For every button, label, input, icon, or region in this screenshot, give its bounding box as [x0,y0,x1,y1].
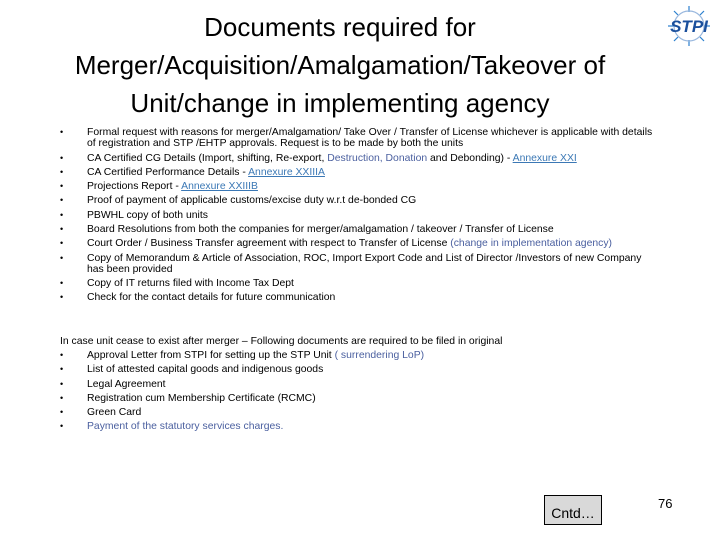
bullet: • [60,181,64,192]
annexure-link[interactable]: Annexure XXIIIA [248,166,325,178]
item-text: Approval Letter from STPI for setting up the STP Unit [87,350,335,361]
list-item [60,224,660,235]
item-text: Legal Agreement [87,378,166,390]
item-text: CA Certified CG Details (Import, shifting, Re-export, [87,152,328,164]
page-number: 76 [658,496,673,511]
bullet: • [60,152,64,163]
list-item [60,292,660,303]
bullet: • [60,407,64,418]
list-item [60,393,660,404]
item-text: (change in implementation agency) [450,238,612,250]
list-item [60,379,660,390]
item-text: Check for the contact details for future communication [87,292,336,304]
bullet: • [60,252,64,263]
annexure-link[interactable]: Annexure XXI [512,152,577,164]
item-text: Copy of Memorandum & Article of Association, ROC, Import Export Code and List of Director /Investors of new Company has been provided [87,252,642,275]
list-item [60,195,660,206]
list-item [60,407,660,418]
item-text: Copy of IT returns filed with Income Tax Dept [87,278,294,290]
bullet: • [60,166,64,177]
bullet: • [60,350,64,360]
item-text: Destruction, Donation [327,152,428,164]
item-text: Formal request with reasons for merger/Amalgamation/ Take Over / Transfer of License whichever is applicable with details of registration and STP /EHTP approvals. Request is to be made by both the units [87,127,653,150]
bullet: • [60,364,64,375]
bullet: • [60,421,64,432]
item-text: CA Certified Performance Details - [87,166,249,178]
item-text: Green Card [87,407,142,419]
list-item [60,364,660,375]
item-text: Projections Report - [87,181,182,193]
list-item [60,153,660,164]
list-item [60,210,660,221]
item-text: Payment of the statutory services charges. [87,421,284,433]
bullet: • [60,223,64,234]
item-text: Registration cum Membership Certificate (RCMC) [87,392,316,404]
bullet: • [60,278,64,289]
list-item [60,278,660,289]
list-item [60,421,660,432]
list-item [60,253,660,275]
item-text: ( surrendering LoP) [334,350,425,361]
cease-to-exist-note: In case unit cease to exist after merger – Following documents are required to be filed in original [60,336,503,347]
continued-button[interactable]: Cntd… [544,495,602,525]
bullet: • [60,238,64,249]
list-item [60,238,660,249]
list-item [60,181,660,192]
annexure-link[interactable]: Annexure XXIIIB [181,181,258,193]
item-text: PBWHL copy of both units [87,209,208,221]
bullet: • [60,378,64,389]
bullet: • [60,127,64,137]
item-text: Proof of payment of applicable customs/excise duty w.r.t de-bonded CG [87,195,417,207]
bullet: • [60,292,64,303]
list-item [60,350,660,361]
required-documents-list [60,127,660,307]
bullet: • [60,209,64,220]
item-text: List of attested capital goods and indigenous goods [87,364,324,376]
list-item [60,127,660,149]
bullet: • [60,195,64,206]
stpi-logo [660,4,718,48]
bullet: • [60,392,64,403]
item-text: and Debonding) - [427,152,513,164]
list-item [60,167,660,178]
item-text: Court Order / Business Transfer agreement with respect to Transfer of License [87,238,451,250]
svg-text:STPI: STPI [670,17,708,36]
original-documents-list [60,350,660,436]
page-title: Documents required for Merger/Acquisition/Amalgamation/Takeover of Unit/change in implementing agency [74,12,606,118]
item-text: Board Resolutions from both the companies for merger/amalgamation / takeover / Transfer of License [87,223,554,235]
